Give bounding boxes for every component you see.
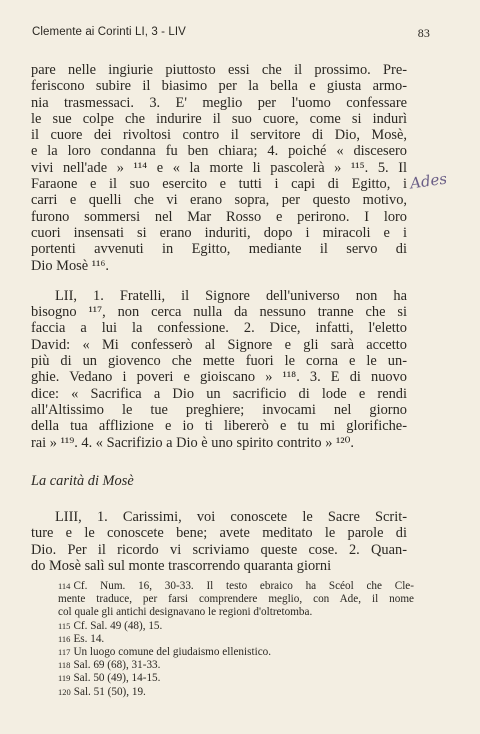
footnote-text: Cf. Sal. 49 (48), 15. xyxy=(73,619,163,632)
text-line: dice: « Sacrifica a Dio un sacrificio di lode e rendi xyxy=(31,385,407,402)
text-line: rai » ¹¹⁹. 4. « Sacrifizio a Dio è uno spirito contrito » ¹²⁰. xyxy=(31,434,354,451)
text-line: nia trasmessaci. 3. E' meglio per l'uomo confessare xyxy=(31,94,407,111)
footnote-text: mente traduce, per farsi comprendere meglio, con Ade, il nome xyxy=(58,593,414,606)
footnote-line xyxy=(58,620,414,633)
footnote-number: 119 xyxy=(58,673,71,684)
text-line: all'Altissimo le tue preghiere; invocami nel giorno xyxy=(31,401,407,418)
text-line: ture e le conoscete bene; avete meditato le parole di xyxy=(31,525,407,542)
footnote-text: col quale gli antichi designavano le regioni d'oltretomba. xyxy=(58,606,313,619)
text-line: LIII, 1. Carissimi, voi conoscete le Sacre Scrit- xyxy=(55,509,407,526)
footnote-line xyxy=(58,686,414,699)
text-line: della tua afflizione e io ti libererò e tu mi glorifiche- xyxy=(31,418,407,435)
footnote-text: Sal. 69 (68), 31-33. xyxy=(73,659,161,672)
footnote-number: 115 xyxy=(58,620,71,631)
running-head xyxy=(32,26,430,41)
footnote-text: Cf. Num. 16, 30-33. Il testo ebraico ha Scéol che Cle- xyxy=(73,580,414,592)
footnote-line xyxy=(58,580,414,593)
footnote-line xyxy=(58,659,414,672)
footnote-number: 116 xyxy=(58,633,71,644)
footnote-text: Es. 14. xyxy=(73,632,105,645)
footnotes xyxy=(58,580,414,699)
text-line: carri e quelli che vi erano sopra, per questo motivo, xyxy=(31,192,407,209)
footnote-text: Sal. 51 (50), 19. xyxy=(73,685,146,698)
text-line: Dio. Per il ricordo vi scriviamo queste cose. 2. Quan- xyxy=(31,541,407,558)
text-line: Dio Mosè ¹¹⁶. xyxy=(31,257,110,274)
paragraph-lii xyxy=(31,288,407,451)
footnote-line xyxy=(58,593,414,606)
text-line: furono sommersi nel Mar Rosso e perirono. I loro xyxy=(31,208,407,225)
text-line: le sue colpe che indurire il suo cuore, come si indurì xyxy=(31,110,407,127)
footnote-number: 117 xyxy=(58,647,71,658)
footnote-line xyxy=(58,672,414,685)
page-number: 83 xyxy=(417,26,430,40)
text-line: pare nelle ingiurie piuttosto essi che il prossimo. Pre- xyxy=(31,62,407,78)
footnote-line xyxy=(58,633,414,646)
section-title: La carità di Mosè xyxy=(31,472,134,489)
text-line: Faraone e il suo esercito e tutti i capi di Egitto, i xyxy=(31,176,407,193)
footnote-line xyxy=(58,606,414,619)
text-line: portenti avvenuti in Egitto, mediante il servo di xyxy=(31,241,407,258)
text-line: più di un giovenco che mette fuori le corna e le un- xyxy=(31,353,407,370)
text-line: vivi nell'ade » ¹¹⁴ e « la morte li pascolerà » ¹¹⁵. 5. Il xyxy=(31,159,407,176)
footnote-number: 118 xyxy=(58,660,71,671)
handwritten-margin-note: Ades xyxy=(408,169,449,193)
text-line: do Mosè salì sul monte trascorrendo quaranta giorni xyxy=(31,558,332,575)
text-line: feriscono subire il biasimo per la bella e giusta armo- xyxy=(31,78,407,95)
running-title: Clemente ai Corinti LI, 3 - LIV xyxy=(32,26,186,38)
footnote-line xyxy=(58,646,414,659)
body-text xyxy=(31,62,407,574)
text-line: e la loro condanna fu ben chiara; 4. poiché « discesero xyxy=(31,143,407,160)
text-line: cuori insensati si erano induriti, dopo i miracoli e i xyxy=(31,224,407,241)
footnote-number: 120 xyxy=(58,686,71,697)
text-line: LII, 1. Fratelli, il Signore dell'universo non ha xyxy=(55,287,407,304)
footnote-number: 114 xyxy=(58,581,71,591)
text-line: ghie. Vedano i poveri e gioiscano » ¹¹⁸. 3. E di nuovo xyxy=(31,369,407,386)
paragraph-li-3-5 xyxy=(31,62,407,274)
footnote-text: Sal. 50 (49), 14-15. xyxy=(73,672,161,685)
text-line: David: « Mi confesserò al Signore e gli sarà accetto xyxy=(31,336,407,353)
text-line: faccia a lui la confessione. 2. Dice, infatti, l'eletto xyxy=(31,320,407,337)
footnote-text: Un luogo comune del giudaismo ellenistico. xyxy=(73,646,272,659)
paragraph-liii xyxy=(31,509,407,574)
text-line: il cuore dei rivoltosi contro il servitore di Dio, Mosè, xyxy=(31,127,407,144)
text-line: bisogno ¹¹⁷, non cerca nulla da nessuno tranne che si xyxy=(31,304,407,321)
